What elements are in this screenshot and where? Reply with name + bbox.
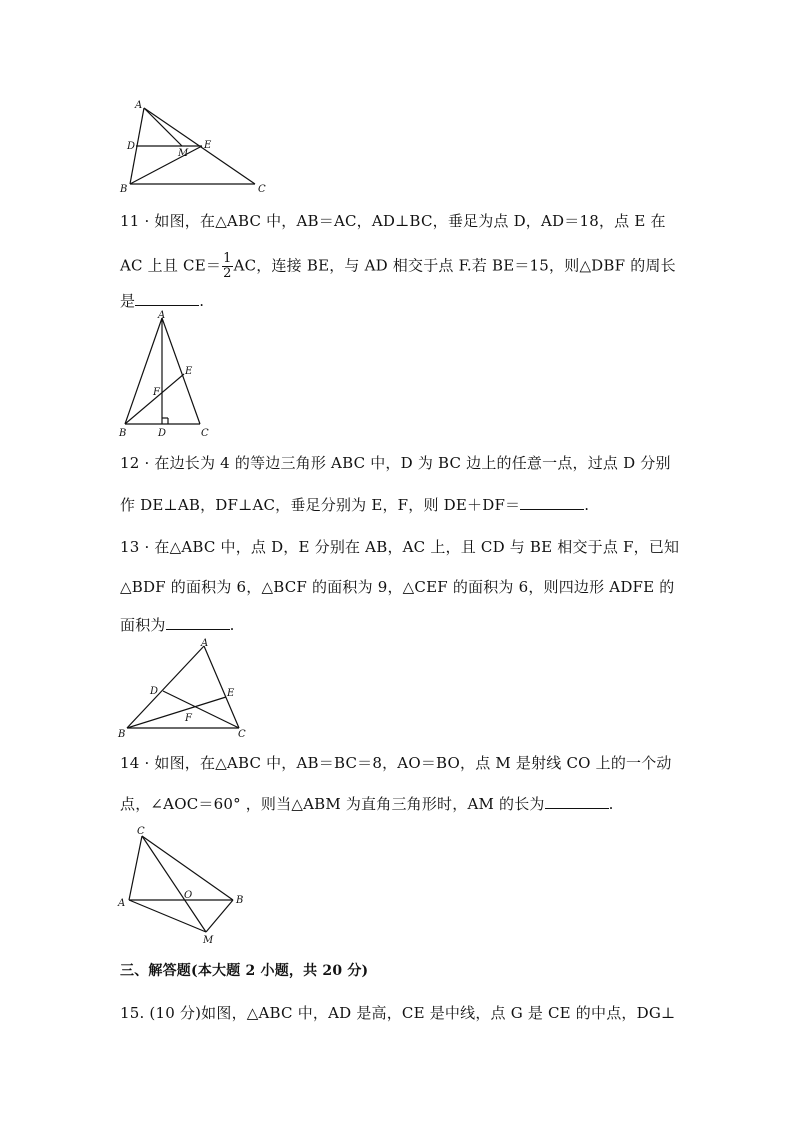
q13-line1: 13 · 在△ABC 中，点 D，E 分别在 AB，AC 上，且 CD 与 BE 相交于点 F，已知 (120, 538, 680, 556)
q11-line3 (120, 290, 204, 311)
label-f: F (185, 713, 192, 724)
answer-blank-q13[interactable] (166, 615, 230, 630)
q12-line1: 12 · 在边长为 4 的等边三角形 ABC 中，D 为 BC 边上的任意一点，过点 D 分别 (120, 454, 671, 472)
segment-bm (206, 900, 233, 932)
q13-line2: △BDF 的面积为 6，△BCF 的面积为 9，△CEF 的面积为 6，则四边形 ADFE 的 (120, 578, 675, 596)
figure-triangle-dme (115, 98, 285, 198)
label-d: D (158, 428, 167, 439)
q11-line1: 11 · 如图，在△ABC 中，AB＝AC，AD⊥BC，垂足为点 D，AD＝18，点 E 在 (120, 212, 666, 230)
label-b: B (118, 729, 126, 740)
section-3-heading: 三、解答题(本大题 2 小题，共 20 分) (120, 963, 369, 979)
fraction-numerator: 1 (223, 251, 232, 266)
label-e: E (204, 140, 212, 151)
label-a: A (201, 638, 209, 649)
label-c: C (258, 184, 266, 195)
segment-be (130, 146, 202, 184)
q12-line2-text: 作 DE⊥AB，DF⊥AC，垂足分别为 E，F，则 DE＋DF＝ (120, 496, 521, 514)
label-e: E (185, 366, 193, 377)
label-c: C (238, 729, 246, 740)
q14-line2 (120, 793, 614, 814)
q11-line2-post: AC，连接 BE，与 AD 相交于点 F.若 BE＝15，则△DBF 的周长 (233, 256, 676, 275)
q11-line2 (120, 252, 676, 281)
figure-triangle-abm (115, 822, 265, 947)
label-o: O (184, 890, 193, 901)
label-m: M (178, 148, 189, 159)
fraction-one-half (222, 252, 232, 281)
label-c: C (201, 428, 209, 439)
label-e: E (227, 688, 235, 699)
q13-line3-end: . (229, 616, 235, 634)
q15-line1: 15. (10 分)如图，△ABC 中，AD 是高，CE 是中线，点 G 是 CE 的中点，DG⊥ (120, 1004, 676, 1022)
label-a: A (158, 310, 166, 321)
answer-blank-q11[interactable] (135, 291, 199, 306)
figure-isosceles-abc (115, 310, 225, 440)
segment-ac (204, 646, 239, 728)
figure-quadrilateral-adfe (115, 636, 255, 746)
q12-line2-end: . (584, 496, 590, 514)
label-a: A (135, 100, 143, 111)
label-m: M (203, 935, 214, 946)
label-d: D (150, 686, 159, 697)
segment-am (129, 900, 206, 932)
q13-line3-text: 面积为 (120, 616, 166, 634)
label-b: B (119, 428, 127, 439)
label-b: B (236, 895, 244, 906)
label-a: A (118, 898, 126, 909)
answer-blank-q12[interactable] (520, 495, 584, 510)
label-b: B (120, 184, 128, 195)
segment-ca (129, 836, 142, 900)
answer-blank-q14[interactable] (545, 794, 609, 809)
q14-line2-end: . (608, 795, 614, 813)
label-d: D (127, 141, 136, 152)
q14-line2-text: 点，∠AOC＝60° ，则当△ABM 为直角三角形时，AM 的长为 (120, 795, 545, 813)
q11-line3-text: 是 (120, 292, 136, 310)
fraction-denominator: 2 (223, 266, 232, 281)
q11-line3-end: . (199, 292, 205, 310)
q11-line2-pre: AC 上且 CE＝ (120, 256, 222, 275)
segment-am (144, 108, 182, 146)
label-f: F (153, 387, 160, 398)
segment-ac (162, 318, 200, 424)
q12-line2 (120, 494, 589, 515)
q13-line3 (120, 614, 235, 635)
segment-cm (142, 836, 206, 932)
q14-line1: 14 · 如图，在△ABC 中，AB＝BC＝8，AO＝BO，点 M 是射线 CO 上的一个动 (120, 754, 672, 772)
label-c: C (137, 826, 145, 837)
